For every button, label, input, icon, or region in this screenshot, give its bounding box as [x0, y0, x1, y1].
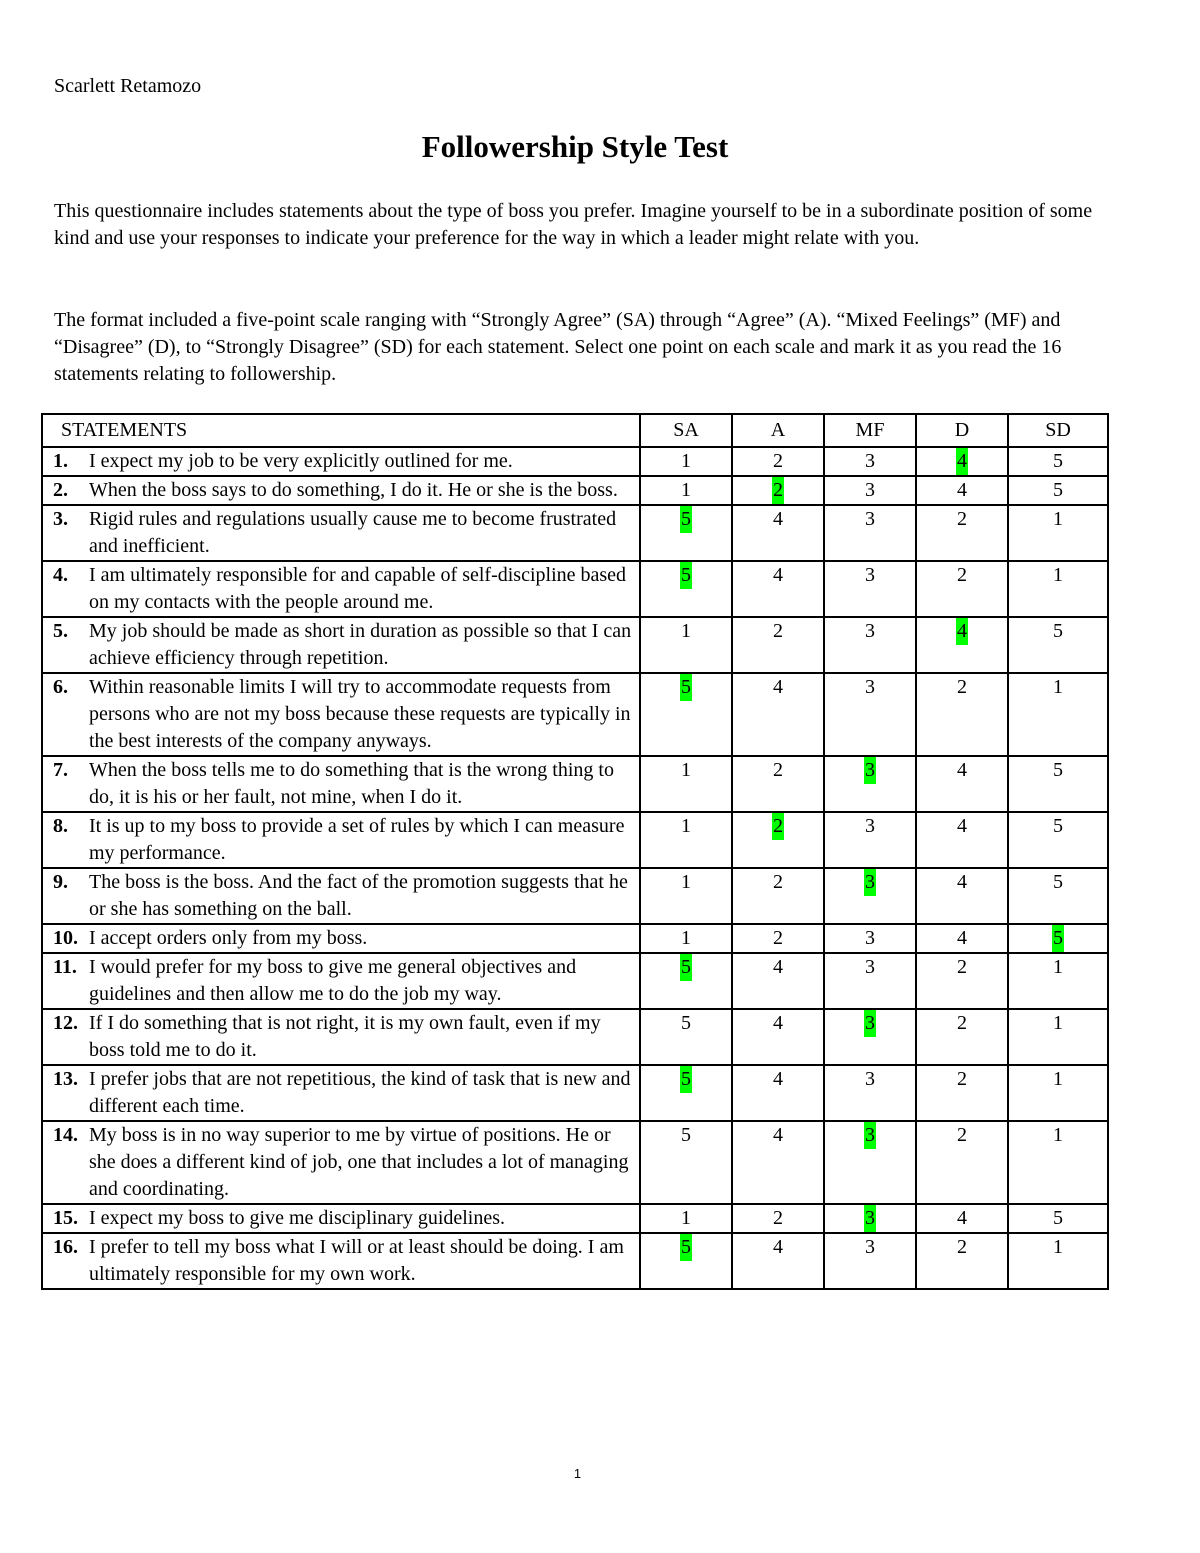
scale-cell[interactable] [916, 1121, 1008, 1204]
scale-cell[interactable] [732, 756, 824, 812]
scale-cell[interactable] [732, 617, 824, 673]
selected-rating: 3 [864, 1122, 876, 1149]
scale-cell[interactable] [824, 561, 916, 617]
scale-cell[interactable] [1008, 447, 1108, 476]
rating-value: 1 [1053, 1068, 1063, 1090]
scale-cell[interactable] [732, 1233, 824, 1289]
rating-value: 2 [957, 508, 967, 530]
page-title: Followership Style Test [421, 129, 729, 164]
rating-value: 1 [1053, 956, 1063, 978]
rating-value: 5 [1053, 759, 1063, 781]
scale-cell[interactable] [1008, 476, 1108, 505]
table-row [42, 756, 1108, 812]
scale-cell[interactable] [916, 1233, 1008, 1289]
selected-rating: 5 [680, 674, 692, 701]
scale-cell[interactable] [732, 1065, 824, 1121]
scale-cell[interactable] [640, 1121, 732, 1204]
rating-value: 3 [865, 815, 875, 837]
rating-value: 4 [957, 871, 967, 893]
statement-number: 7. [53, 759, 68, 781]
statement-text: I expect my job to be very explicitly outlined for me. [89, 450, 513, 472]
scale-cell[interactable] [640, 561, 732, 617]
rating-value: 2 [957, 1012, 967, 1034]
scale-cell[interactable] [640, 924, 732, 953]
statement-number: 13. [53, 1068, 78, 1090]
statement-text: I accept orders only from my boss. [89, 927, 368, 949]
rating-value: 5 [1053, 450, 1063, 472]
scale-cell[interactable] [916, 756, 1008, 812]
scale-cell[interactable] [1008, 617, 1108, 673]
scale-cell[interactable] [824, 673, 916, 756]
rating-value: 1 [681, 871, 691, 893]
rating-value: 5 [1053, 815, 1063, 837]
scale-cell[interactable] [824, 1009, 916, 1065]
rating-value: 2 [773, 620, 783, 642]
rating-value: 3 [865, 479, 875, 501]
rating-value: 2 [957, 1124, 967, 1146]
statement-number: 3. [53, 508, 68, 530]
scale-cell[interactable] [824, 476, 916, 505]
selected-rating: 5 [680, 954, 692, 981]
rating-value: 4 [957, 927, 967, 949]
scale-cell[interactable] [916, 505, 1008, 561]
scale-cell[interactable] [732, 673, 824, 756]
table-row [42, 505, 1108, 561]
statement-number: 5. [53, 620, 68, 642]
table-row [42, 953, 1108, 1009]
rating-value: 3 [865, 508, 875, 530]
scale-cell[interactable] [916, 1009, 1008, 1065]
scale-cell[interactable] [824, 756, 916, 812]
rating-value: 2 [957, 956, 967, 978]
scale-cell[interactable] [732, 1009, 824, 1065]
scale-cell[interactable] [1008, 812, 1108, 868]
rating-value: 1 [1053, 1236, 1063, 1258]
scale-cell[interactable] [640, 476, 732, 505]
selected-rating: 3 [864, 757, 876, 784]
rating-value: 3 [865, 676, 875, 698]
statement-cell [42, 756, 640, 812]
statement-cell [42, 1065, 640, 1121]
statement-cell [42, 1233, 640, 1289]
table-row [42, 812, 1108, 868]
rating-value: 3 [865, 1068, 875, 1090]
rating-value: 3 [865, 927, 875, 949]
statement-text: My boss is in no way superior to me by virtue of positions. He or she does a different kind of job, one that includes a lot of managing and coordinating. [89, 1124, 629, 1200]
table-row [42, 1233, 1108, 1289]
scale-cell[interactable] [732, 561, 824, 617]
statement-text: I am ultimately responsible for and capable of self-discipline based on my contacts with the people around me. [89, 564, 627, 613]
scale-cell[interactable] [732, 1204, 824, 1233]
scale-cell[interactable] [824, 505, 916, 561]
scale-cell[interactable] [916, 924, 1008, 953]
selected-rating: 2 [772, 813, 784, 840]
rating-value: 3 [865, 620, 875, 642]
scale-cell[interactable] [1008, 1121, 1108, 1204]
scale-cell[interactable] [1008, 756, 1108, 812]
scale-cell[interactable] [640, 953, 732, 1009]
table-row [42, 868, 1108, 924]
statement-number: 4. [53, 564, 68, 586]
scale-cell[interactable] [916, 868, 1008, 924]
statement-text: Rigid rules and regulations usually cause me to become frustrated and inefficient. [89, 508, 617, 557]
scale-cell[interactable] [916, 447, 1008, 476]
scale-cell[interactable] [824, 924, 916, 953]
selected-rating: 4 [956, 448, 968, 475]
rating-value: 5 [681, 1124, 691, 1146]
selected-rating: 3 [864, 869, 876, 896]
scale-cell[interactable] [640, 617, 732, 673]
header-statements: STATEMENTS [42, 414, 640, 447]
scale-cell[interactable] [732, 476, 824, 505]
scale-cell[interactable] [1008, 1009, 1108, 1065]
scale-cell[interactable] [640, 756, 732, 812]
rating-value: 4 [773, 1012, 783, 1034]
scale-cell[interactable] [824, 447, 916, 476]
rating-value: 4 [773, 676, 783, 698]
rating-value: 1 [1053, 564, 1063, 586]
selected-rating: 5 [680, 1066, 692, 1093]
scale-cell[interactable] [916, 561, 1008, 617]
statement-text: If I do something that is not right, it is my own fault, even if my boss told me to do it. [89, 1012, 601, 1061]
statement-number: 2. [53, 479, 68, 501]
scale-cell[interactable] [1008, 868, 1108, 924]
scale-cell[interactable] [732, 868, 824, 924]
rating-value: 1 [1053, 676, 1063, 698]
statement-number: 14. [53, 1124, 78, 1146]
statement-cell [42, 505, 640, 561]
statement-text: Within reasonable limits I will try to accommodate requests from persons who are not my boss because these requests are typically in the best interests of the company anyways. [89, 676, 631, 752]
table-row [42, 1065, 1108, 1121]
scale-cell[interactable] [1008, 1065, 1108, 1121]
statement-text: The boss is the boss. And the fact of the promotion suggests that he or she has something on the ball. [89, 871, 628, 920]
selected-rating: 3 [864, 1205, 876, 1232]
header-mf: MF [824, 414, 916, 447]
statement-text: It is up to my boss to provide a set of rules by which I can measure my performance. [89, 815, 625, 864]
scale-cell[interactable] [916, 617, 1008, 673]
scale-cell[interactable] [732, 447, 824, 476]
selected-rating: 3 [864, 1010, 876, 1037]
rating-value: 4 [957, 815, 967, 837]
statement-cell [42, 1121, 640, 1204]
rating-value: 1 [681, 450, 691, 472]
scale-cell[interactable] [1008, 673, 1108, 756]
scale-cell[interactable] [640, 1009, 732, 1065]
rating-value: 4 [773, 564, 783, 586]
scale-cell[interactable] [732, 953, 824, 1009]
scale-cell[interactable] [916, 1065, 1008, 1121]
rating-value: 1 [1053, 1124, 1063, 1146]
statement-cell [42, 447, 640, 476]
statement-text: I prefer jobs that are not repetitious, the kind of task that is new and different each time. [89, 1068, 631, 1117]
statement-number: 15. [53, 1207, 78, 1229]
table-row [42, 1204, 1108, 1233]
selected-rating: 2 [772, 477, 784, 504]
scale-cell[interactable] [916, 673, 1008, 756]
scale-cell[interactable] [732, 812, 824, 868]
statement-number: 12. [53, 1012, 78, 1034]
table-row [42, 924, 1108, 953]
intro-paragraph-2: The format included a five-point scale ranging with “Strongly Agree” (SA) through “Agree” (A). “Mixed Feelings” (MF) and “Disagree” (D), to “Strongly Disagree” (SD) for each statement. Select one point on each scale and mark it as you read the 16 statements relating to followership. [54, 309, 1062, 385]
rating-value: 1 [1053, 508, 1063, 530]
scale-cell[interactable] [1008, 953, 1108, 1009]
selected-rating: 4 [956, 618, 968, 645]
rating-value: 5 [1053, 479, 1063, 501]
rating-value: 4 [773, 956, 783, 978]
statement-cell [42, 617, 640, 673]
page-number: 1 [573, 1466, 582, 1481]
scale-cell[interactable] [824, 1121, 916, 1204]
scale-cell[interactable] [1008, 1204, 1108, 1233]
statement-number: 1. [53, 450, 68, 472]
statement-cell [42, 924, 640, 953]
header-a: A [732, 414, 824, 447]
rating-value: 4 [957, 759, 967, 781]
statement-number: 9. [53, 871, 68, 893]
rating-value: 3 [865, 564, 875, 586]
statement-cell [42, 953, 640, 1009]
rating-value: 5 [1053, 871, 1063, 893]
statement-cell [42, 868, 640, 924]
scale-cell[interactable] [1008, 924, 1108, 953]
statement-cell [42, 812, 640, 868]
header-d: D [916, 414, 1008, 447]
rating-value: 1 [681, 1207, 691, 1229]
rating-value: 1 [1053, 1012, 1063, 1034]
scale-cell[interactable] [916, 953, 1008, 1009]
table-row [42, 673, 1108, 756]
rating-value: 5 [1053, 1207, 1063, 1229]
selected-rating: 5 [680, 506, 692, 533]
scale-cell[interactable] [916, 812, 1008, 868]
rating-value: 2 [773, 927, 783, 949]
rating-value: 4 [773, 1236, 783, 1258]
rating-value: 4 [773, 1124, 783, 1146]
table-header-row [42, 414, 1108, 447]
statement-text: I expect my boss to give me disciplinary guidelines. [89, 1207, 506, 1229]
table-row [42, 617, 1108, 673]
rating-value: 1 [681, 479, 691, 501]
followership-survey-table [41, 413, 1109, 1290]
statement-number: 16. [53, 1236, 78, 1258]
table-row [42, 1121, 1108, 1204]
rating-value: 2 [773, 1207, 783, 1229]
scale-cell[interactable] [824, 1204, 916, 1233]
scale-cell[interactable] [732, 924, 824, 953]
rating-value: 1 [681, 815, 691, 837]
scale-cell[interactable] [824, 953, 916, 1009]
rating-value: 2 [957, 676, 967, 698]
rating-value: 1 [681, 620, 691, 642]
statement-text: When the boss says to do something, I do it. He or she is the boss. [89, 479, 618, 501]
scale-cell[interactable] [640, 868, 732, 924]
scale-cell[interactable] [824, 1233, 916, 1289]
author-name: Scarlett Retamozo [54, 75, 202, 97]
table-row [42, 1009, 1108, 1065]
scale-cell[interactable] [1008, 561, 1108, 617]
scale-cell[interactable] [916, 476, 1008, 505]
rating-value: 3 [865, 956, 875, 978]
selected-rating: 5 [680, 562, 692, 589]
header-sd: SD [1008, 414, 1108, 447]
statement-number: 11. [53, 956, 77, 978]
statement-cell [42, 1009, 640, 1065]
header-sa: SA [640, 414, 732, 447]
scale-cell[interactable] [640, 673, 732, 756]
statement-cell [42, 1204, 640, 1233]
statement-cell [42, 673, 640, 756]
selected-rating: 5 [1052, 925, 1064, 952]
rating-value: 1 [681, 759, 691, 781]
scale-cell[interactable] [732, 1121, 824, 1204]
rating-value: 2 [957, 1068, 967, 1090]
intro-paragraph-1: This questionnaire includes statements about the type of boss you prefer. Imagine yourself to be in a subordinate position of some kind and use your responses to indicate your preference for the way in which a leader might relate with you. [54, 200, 1093, 249]
rating-value: 2 [773, 871, 783, 893]
scale-cell[interactable] [824, 617, 916, 673]
scale-cell[interactable] [732, 505, 824, 561]
statement-number: 10. [53, 927, 78, 949]
rating-value: 2 [773, 759, 783, 781]
scale-cell[interactable] [640, 447, 732, 476]
rating-value: 4 [957, 479, 967, 501]
scale-cell[interactable] [824, 1065, 916, 1121]
rating-value: 2 [957, 564, 967, 586]
scale-cell[interactable] [640, 1204, 732, 1233]
scale-cell[interactable] [1008, 1233, 1108, 1289]
rating-value: 4 [773, 1068, 783, 1090]
survey-body [42, 447, 1108, 1289]
scale-cell[interactable] [824, 812, 916, 868]
rating-value: 4 [957, 1207, 967, 1229]
statement-text: When the boss tells me to do something that is the wrong thing to do, it is his or her fault, not mine, when I do it. [89, 759, 614, 808]
statement-text: I would prefer for my boss to give me general objectives and guidelines and then allow me to do the job my way. [89, 956, 577, 1005]
rating-value: 3 [865, 450, 875, 472]
statement-text: I prefer to tell my boss what I will or at least should be doing. I am ultimately responsible for my own work. [89, 1236, 624, 1285]
rating-value: 5 [1053, 620, 1063, 642]
scale-cell[interactable] [1008, 505, 1108, 561]
statement-cell [42, 561, 640, 617]
rating-value: 2 [957, 1236, 967, 1258]
statement-cell [42, 476, 640, 505]
scale-cell[interactable] [640, 505, 732, 561]
scale-cell[interactable] [640, 1233, 732, 1289]
table-row [42, 476, 1108, 505]
rating-value: 1 [681, 927, 691, 949]
rating-value: 3 [865, 1236, 875, 1258]
statement-text: My job should be made as short in duration as possible so that I can achieve efficiency through repetition. [89, 620, 632, 669]
rating-value: 5 [681, 1012, 691, 1034]
scale-cell[interactable] [824, 868, 916, 924]
rating-value: 2 [773, 450, 783, 472]
table-row [42, 447, 1108, 476]
selected-rating: 5 [680, 1234, 692, 1261]
rating-value: 4 [773, 508, 783, 530]
statement-number: 6. [53, 676, 68, 698]
scale-cell[interactable] [640, 1065, 732, 1121]
table-row [42, 561, 1108, 617]
scale-cell[interactable] [640, 812, 732, 868]
scale-cell[interactable] [916, 1204, 1008, 1233]
statement-number: 8. [53, 815, 68, 837]
